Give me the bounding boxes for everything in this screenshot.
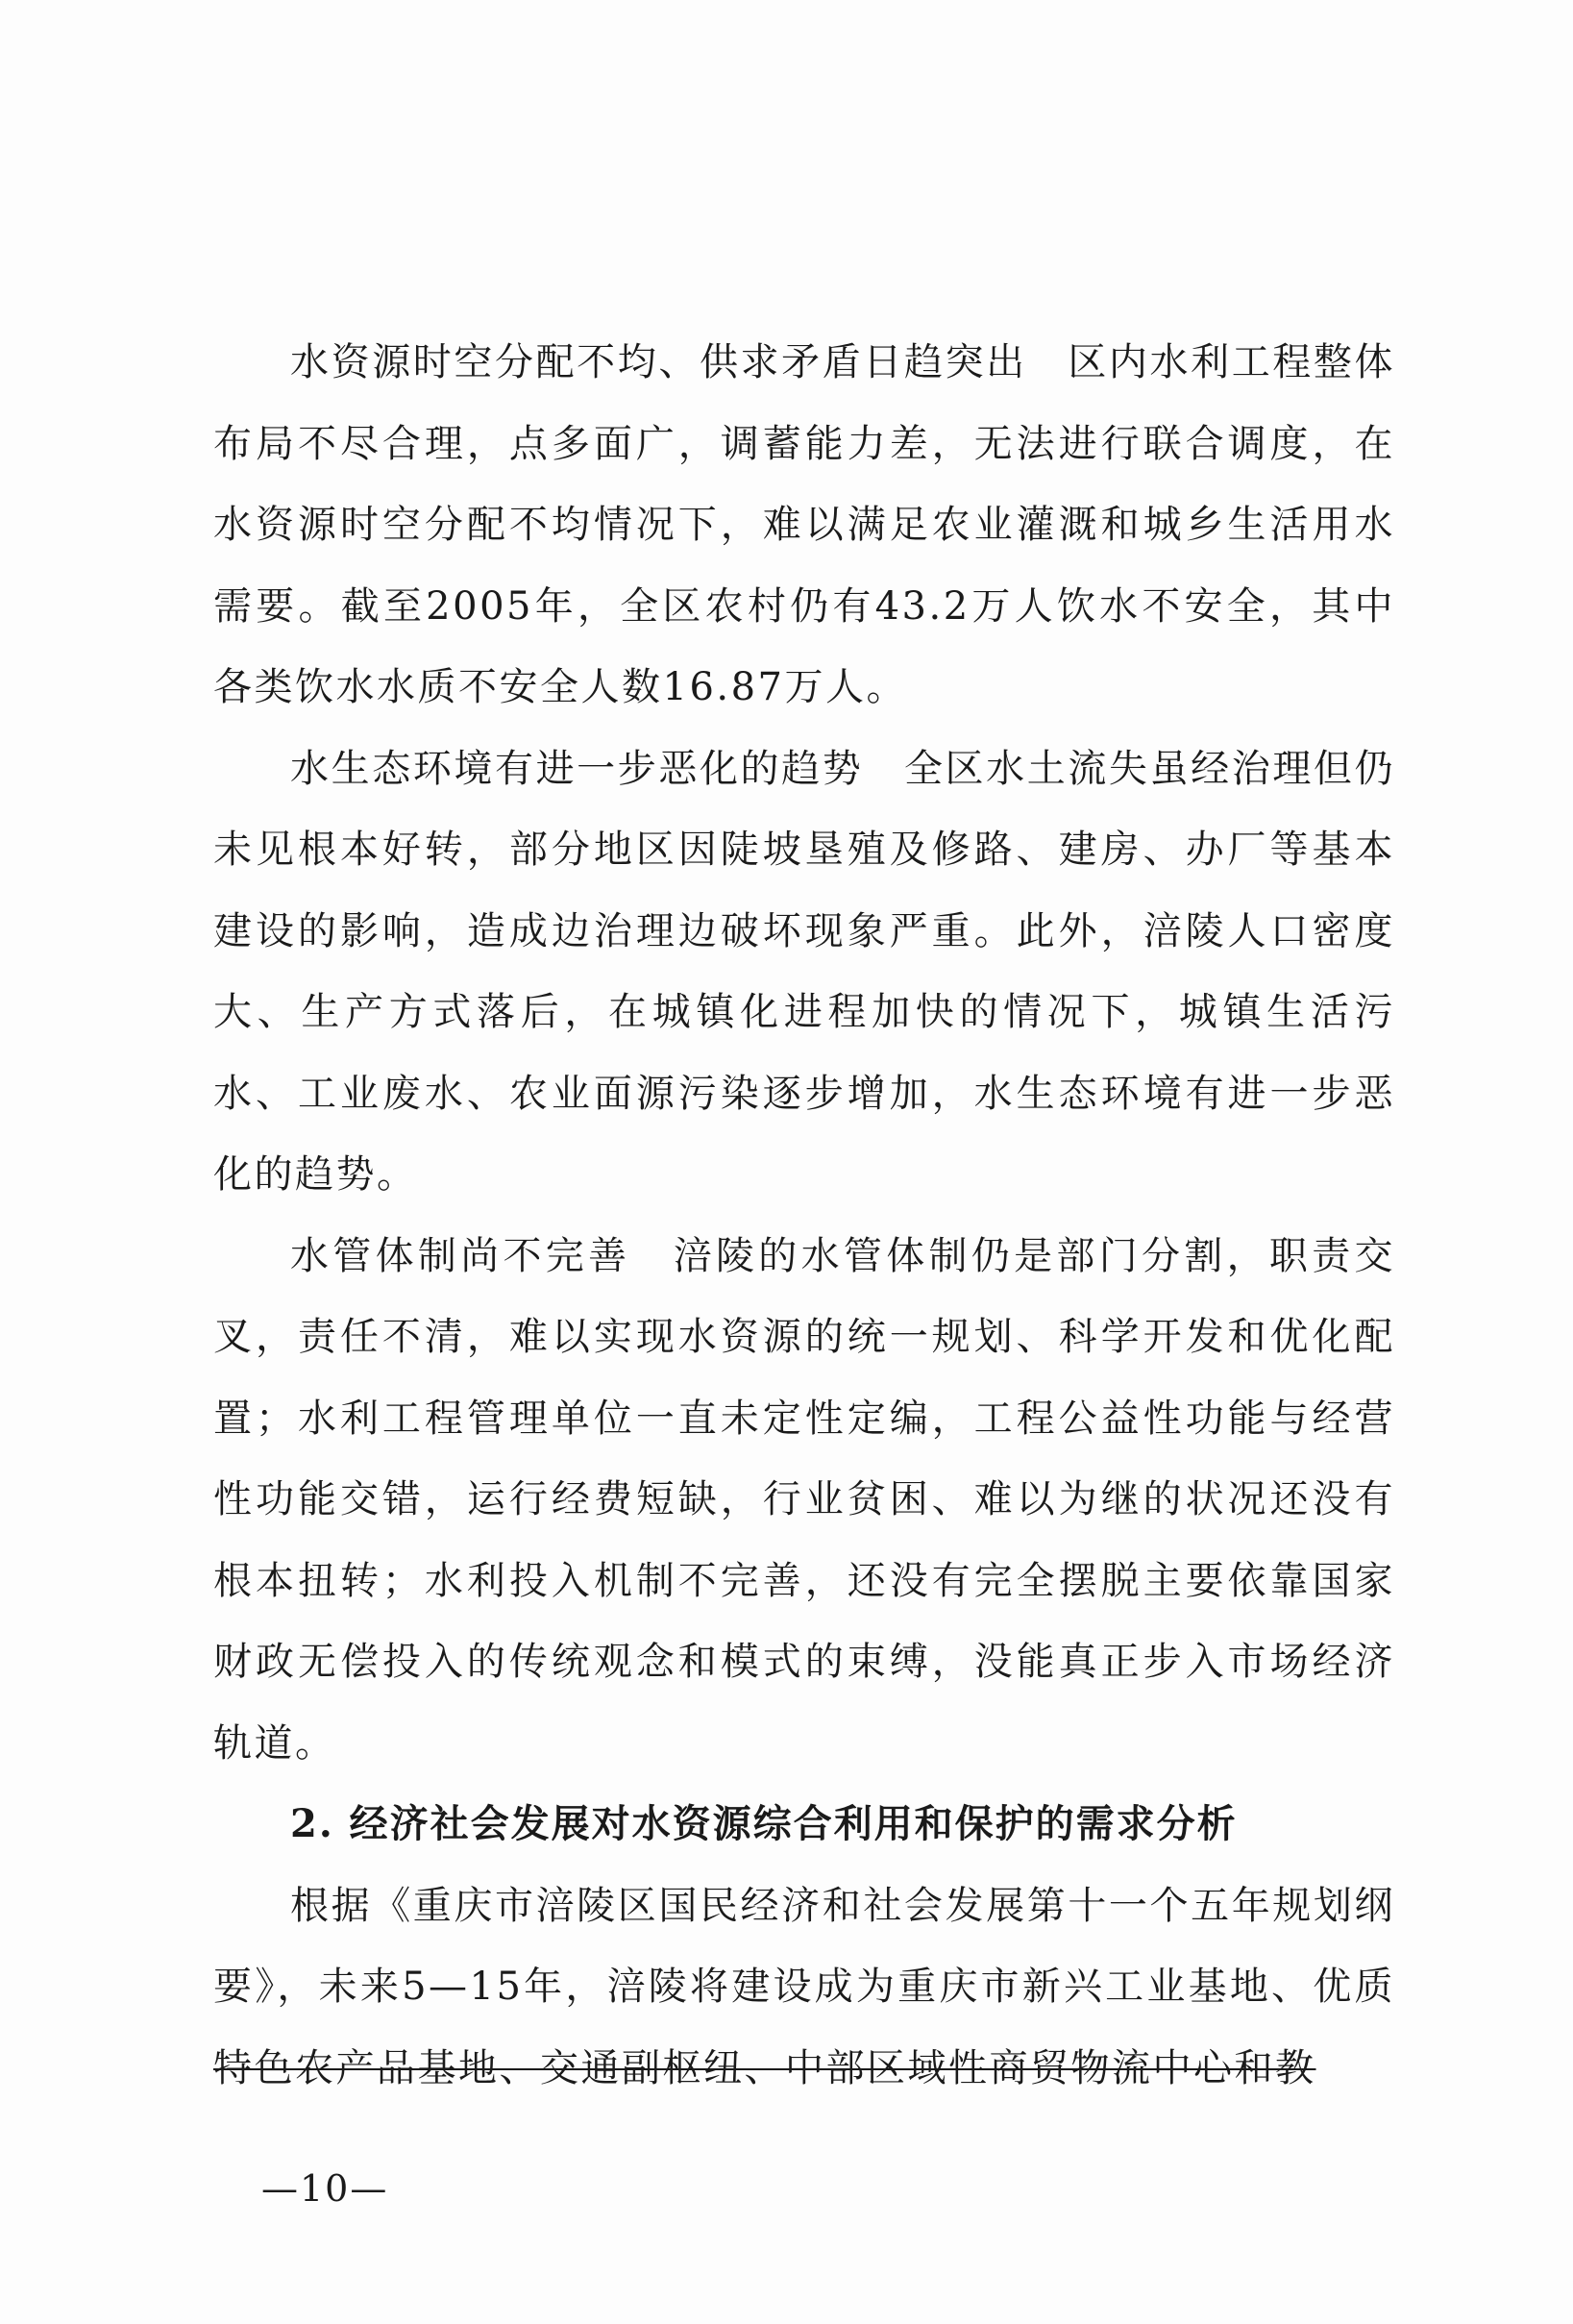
document-body	[213, 322, 1395, 2109]
struck-through-text: 特色农产品基地、交通副枢纽、中部区域性商贸物流中心和教	[213, 2045, 1316, 2090]
section-heading: 2. 经济社会发展对水资源综合利用和保护的需求分析	[290, 1801, 1238, 1846]
paragraph-development-plan	[213, 1866, 1395, 2110]
paragraph-lead: 水资源时空分配不均、供求矛盾日趋突出	[290, 340, 1027, 384]
paragraph-water-ecology	[213, 729, 1395, 1216]
paragraph-water-distribution	[213, 322, 1395, 729]
paragraph-body: 涪陵的水管体制仍是部门分割，职责交叉，责任不清，难以实现水资源的统一规划、科学开发和优化配置；水利工程管理单位一直未定性定编，工程公益性功能与经营性功能交错，运行经费短缺，行业贫困、难以为继的状况还没有根本扭转；水利投入机制不完善，还没有完全摆脱主要依靠国家财政无偿投入的传统观念和模式的束缚，没能真正步入市场经济轨道。	[213, 1233, 1396, 1766]
page-number: —10—	[261, 2167, 389, 2210]
paragraph-lead: 水生态环境有进一步恶化的趋势	[290, 746, 864, 791]
paragraph-lead: 水管体制尚不完善	[290, 1233, 631, 1278]
paragraph-body: 根据《重庆市涪陵区国民经济和社会发展第十一个五年规划纲要》，未来5—15年，涪陵将建设成为重庆市新兴工业基地、优质	[213, 1883, 1395, 2009]
paragraph-body: 区内水利工程整体布局不尽合理，点多面广，调蓄能力差，无法进行联合调度，在水资源时空分配不均情况下，难以满足农业灌溉和城乡生活用水需要。截至2005年，全区农村仍有43.2万人饮水不安全，其中各类饮水水质不安全人数16.87万人。	[213, 340, 1396, 709]
paragraph-water-management	[213, 1216, 1395, 1785]
paragraph-body: 全区水土流失虽经治理但仍未见根本好转，部分地区因陡坡垦殖及修路、建房、办厂等基本建设的影响，造成边治理边破坏现象严重。此外，涪陵人口密度大、生产方式落后，在城镇化进程加快的情况下，城镇生活污水、工业废水、农业面源污染逐步增加，水生态环境有进一步恶化的趋势。	[213, 746, 1396, 1197]
